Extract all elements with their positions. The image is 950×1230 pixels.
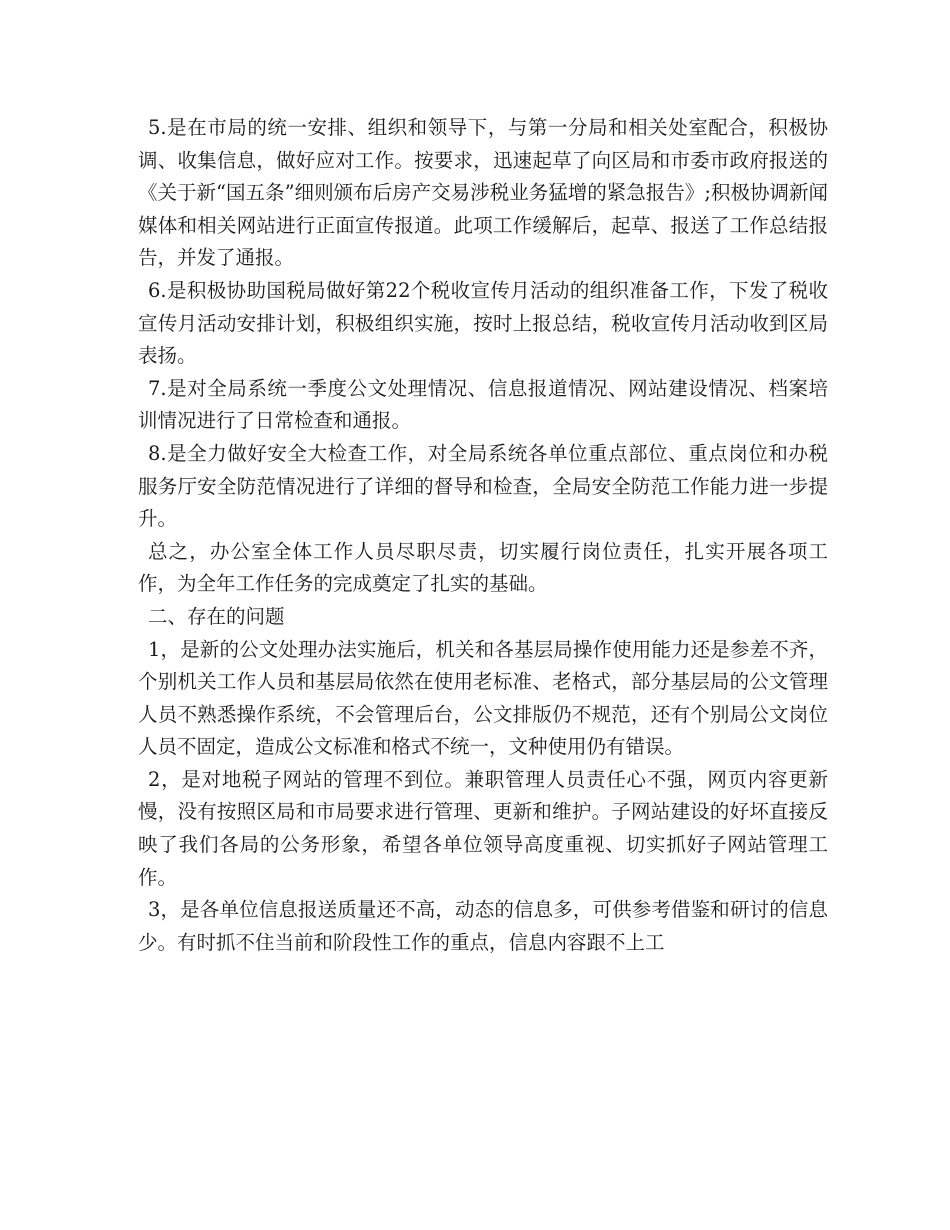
paragraph-problem-1: 1，是新的公文处理办法实施后，机关和各基层局操作使用能力还是参差不齐，个别机关工作人员和基层局依然在使用老标准、老格式，部分基层局的公文管理人员不熟悉操作系统，不会管理后台，公文排版仍不规范，还有个别局公文岗位人员不固定，造成公文标准和格式不统一，文种使用仍有错误。 bbox=[138, 637, 828, 759]
paragraph-item-7: 7.是对全局系统一季度公文处理情况、信息报道情况、网站建设情况、档案培训情况进行了日常检查和通报。 bbox=[138, 376, 828, 433]
paragraph-item-5: 5.是在市局的统一安排、组织和领导下，与第一分局和相关处室配合，积极协调、收集信息，做好应对工作。按要求，迅速起草了向区局和市委市政府报送的《关于新“国五条”细则颁布后房产交易涉税业务猛增的紧急报告》;积极协调新闻媒体和相关网站进行正面宣传报道。此项工作缓解后，起草、报送了工作总结报告，并发了通报。 bbox=[138, 116, 828, 270]
paragraph-item-6: 6.是积极协助国税局做好第22个税收宣传月活动的组织准备工作，下发了税收宣传月活动安排计划，积极组织实施，按时上报总结，税收宣传月活动收到区局表扬。 bbox=[138, 278, 828, 368]
paragraph-summary: 总之，办公室全体工作人员尽职尽责，切实履行岗位责任，扎实开展各项工作，为全年工作任务的完成奠定了扎实的基础。 bbox=[138, 539, 828, 596]
paragraph-problem-3: 3，是各单位信息报送质量还不高，动态的信息多，可供参考借鉴和研讨的信息少。有时抓不住当前和阶段性工作的重点，信息内容跟不上工 bbox=[138, 898, 828, 954]
paragraph-item-8: 8.是全力做好安全大检查工作，对全局系统各单位重点部位、重点岗位和办税服务厅安全防范情况进行了详细的督导和检查，全局安全防范工作能力进一步提升。 bbox=[138, 441, 828, 531]
document-page bbox=[138, 112, 828, 959]
paragraph-problem-2: 2，是对地税子网站的管理不到位。兼职管理人员责任心不强，网页内容更新慢，没有按照区局和市局要求进行管理、更新和维护。子网站建设的好坏直接反映了我们各局的公务形象，希望各单位领导高度重视、切实抓好子网站管理工作。 bbox=[138, 767, 828, 889]
section-heading-problems: 二、存在的问题 bbox=[148, 604, 285, 628]
